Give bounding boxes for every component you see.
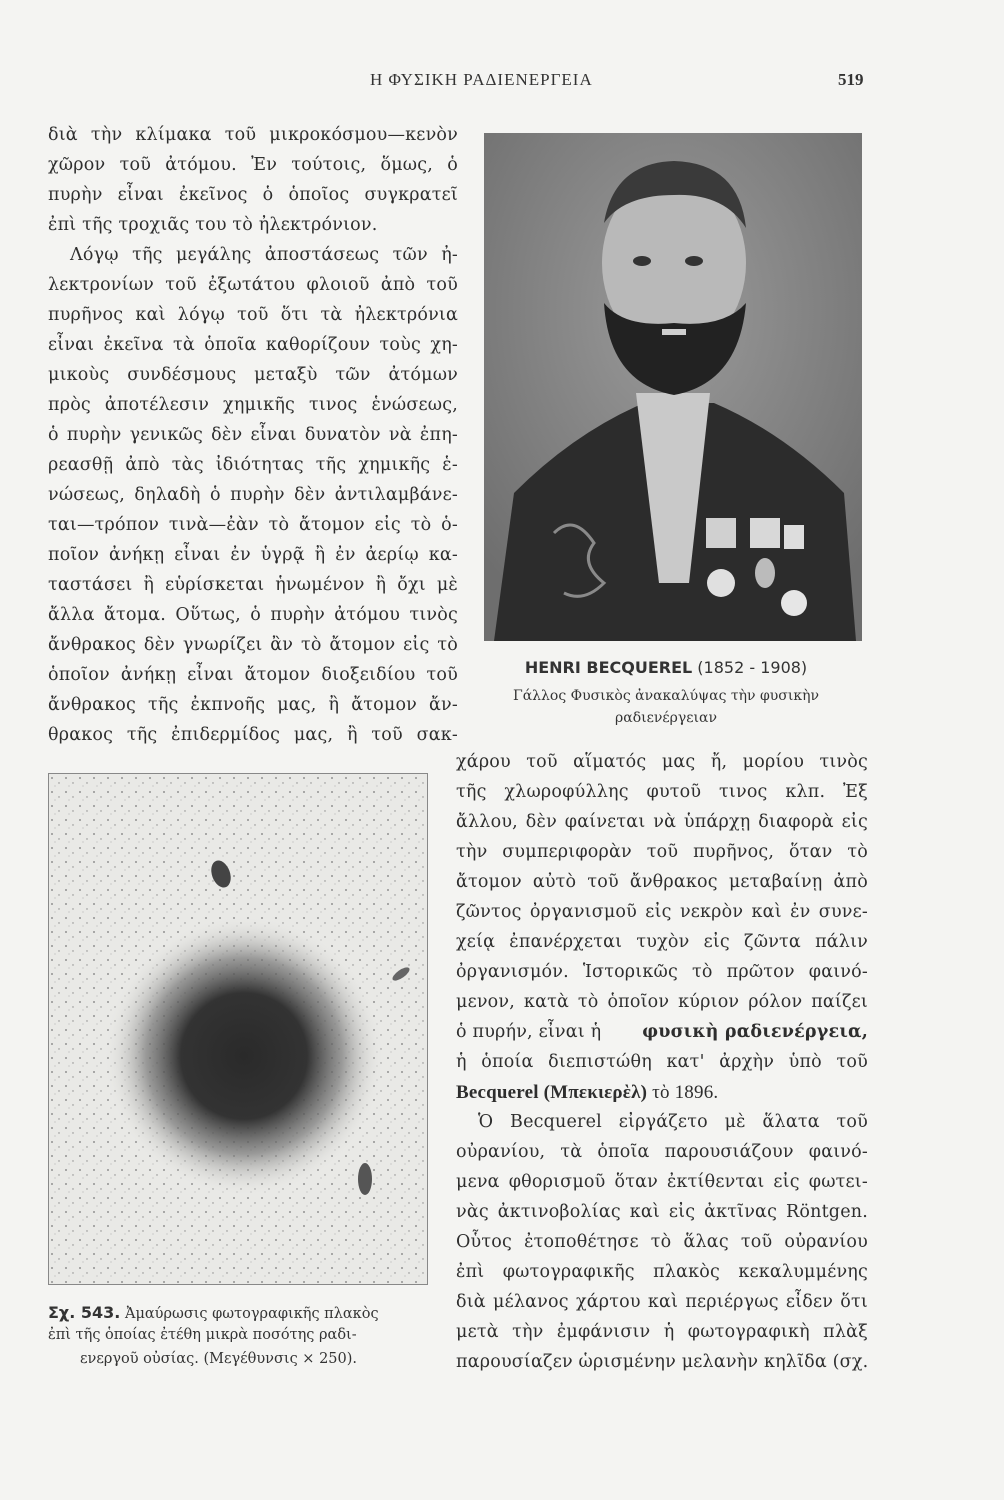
text-line: χείᾳ ἐπανέρχεται τυχὸν εἰς ζῶντα πάλιν [456,932,868,952]
text-line: μενα φθορισμοῦ ὅταν ἐκτίθενται εἰς φωτει- [456,1172,868,1192]
text-line: πρὸς ἀποτέλεσιν χημικῆς τινος ἑνώσεως, [48,395,458,415]
figure-caption-line [48,1303,440,1322]
text-line: πυρῆνος καὶ λόγῳ τοῦ ὅτι τὰ ἠλεκτρόνια [48,305,458,325]
text-line: ἡ ὁποία διεπιστώθη κατ' ἀρχὴν ὑπὸ τοῦ [456,1052,868,1072]
text-line: ἐπὶ τῆς τροχιᾶς του τὸ ἠλεκτρόνιον. [48,215,378,235]
text-line: οὐρανίου, τὰ ὁποῖα παρουσιάζουν φαινό- [456,1142,868,1162]
text-line [456,1022,868,1042]
page-header [0,70,1004,94]
text-fragment: ὁ πυρήν, εἶναι ἡ [456,1022,602,1042]
text-line: ὀργανισμόν. Ἱστορικῶς τὸ πρῶτον φαινό- [456,962,868,982]
text-line: Λόγῳ τῆς μεγάλης ἀποστάσεως τῶν ἠ- [70,245,458,265]
text-line: ἄτομον αὐτὸ τοῦ ἄνθρακος μεταβαίνῃ ἀπὸ [456,872,868,892]
text-line: νὰς ἀκτινοβολίας καὶ εἰς ἀκτῖνας Röntgen. [456,1202,868,1222]
emphasis-text: Becquerel (Μπεκιερὲλ) [456,1082,648,1103]
text-line: τῆς χλωροφύλλης φυτοῦ τινος κλπ. Ἐξ [456,782,868,802]
text-fragment: τὸ 1896. [647,1082,719,1103]
text-line: ρεασθῇ ἀπὸ τὰς ἰδιότητας τῆς χημικῆς ἑ- [48,455,458,475]
text-line: Ὁ Becquerel εἰργάζετο μὲ ἅλατα τοῦ [478,1112,868,1132]
text-line: χῶρον τοῦ ἀτόμου. Ἐν τούτοις, ὅμως, ὁ [48,155,458,175]
text-line: ἄλλου, δὲν φαίνεται νὰ ὑπάρχῃ διαφορὰ εἰς [456,812,868,832]
text-line: ἄνθρακος δὲν γνωρίζει ἂν τὸ ἄτομον εἰς τὸ [48,635,458,655]
text-line: πυρὴν εἶναι ἐκεῖνος ὁ ὁποῖος συγκρατεῖ [48,185,458,205]
text-line [456,1082,868,1104]
portrait-caption-line: Γάλλος Φυσικὸς ἀνακαλύψας τὴν φυσικὴν [513,688,819,704]
text-line: μικοὺς συνδέσμους μεταξὺ τῶν ἀτόμων [48,365,458,385]
text-line: Οὗτος ἐτοποθέτησε τὸ ἅλας τοῦ οὐρανίου [456,1232,868,1252]
text-line: ἐπὶ φωτογραφικῆς πλακὸς κεκαλυμμένης [456,1262,868,1282]
text-line: χάρου τοῦ αἵματός μας ἤ, μορίου τινὸς [456,752,868,772]
becquerel-portrait-photo [484,133,862,641]
text-line: ἄλλα ἄτομα. Οὕτως, ὁ πυρὴν ἀτόμου τινὸς [48,605,458,625]
text-line: ποῖον ἀνήκῃ εἶναι ἐν ὑγρᾷ ἢ ἐν ἀερίῳ κα- [48,545,458,565]
text-line: διὰ μέλανος χάρτου καὶ περιέργως εἶδεν ὅτι [456,1292,868,1312]
text-line: παρουσίαζεν ὡρισμένην μελανὴν κηλῖδα (σχ. [456,1352,869,1372]
text-line: ἄνθρακος τῆς ἐκπνοῆς μας, ἢ ἄτομον ἄν- [48,695,458,715]
running-title: Η ΦΥΣΙΚΗ ΡΑΔΙΕΝΕΡΓΕΙΑ [370,70,593,89]
text-line: ζῶντος ὀργανισμοῦ εἰς νεκρὸν καὶ ἐν συνε- [456,902,868,922]
text-line: εἶναι ἐκεῖνα τὰ ὁποῖα καθορίζουν τοὺς χη- [48,335,458,355]
text-line: ὁποῖον ἀνήκῃ εἶναι ἄτομον διοξειδίου τοῦ [48,665,458,685]
portrait-caption-line: ραδιενέργειαν [615,710,717,726]
plate-illustration [49,774,427,1284]
emphasis-text: φυσικὴ ραδιενέργεια, [642,1022,868,1042]
text-line: διὰ τὴν κλίμακα τοῦ μικροκόσμου—κενὸν [48,125,458,145]
portrait-illustration [484,133,862,641]
figure-caption-text: Ἀμαύρωσις φωτογραφικῆς πλακὸς [124,1306,379,1322]
text-line: τὴν συμπεριφορὰν τοῦ πυρῆνος, ὅταν τὸ [456,842,868,862]
figure-caption-line: ἐπὶ τῆς ὁποίας ἐτέθη μικρὰ ποσότης ραδι- [48,1327,357,1343]
portrait-caption-title [460,658,872,677]
text-line: ταστάσει ἢ εὑρίσκεται ἡνωμένον ἢ ὄχι μὲ [48,575,458,595]
text-line: ὁ πυρὴν γενικῶς δὲν εἶναι δυνατὸν νὰ ἐπη- [48,425,458,445]
text-line: νώσεως, δηλαδὴ ὁ πυρὴν δὲν ἀντιλαμβάνε- [48,485,458,505]
photographic-plate-figure [48,773,428,1285]
text-line: μετὰ τὴν ἐμφάνισιν ἡ φωτογραφικὴ πλὰξ [456,1322,868,1342]
portrait-caption-name: HENRI BECQUEREL [524,658,693,677]
portrait-caption-dates: (1852 - 1908) [697,658,808,677]
page-number: 519 [838,70,864,89]
text-line: λεκτρονίων τοῦ ἐξωτάτου φλοιοῦ ἀπὸ τοῦ [48,275,458,295]
text-line: μενον, κατὰ τὸ ὁποῖον κύριον ρόλον παίζει [456,992,868,1012]
figure-label: Σχ. 543. [48,1303,121,1322]
figure-caption-line: ενεργοῦ οὐσίας. (Μεγέθυνσις × 250). [80,1351,358,1367]
text-line: ται—τρόπον τινὰ—ἐὰν τὸ ἄτομον εἰς τὸ ὁ- [48,515,458,535]
text-line: θρακος τῆς ἐπιδερμίδος μας, ἢ τοῦ σακ- [48,725,458,745]
